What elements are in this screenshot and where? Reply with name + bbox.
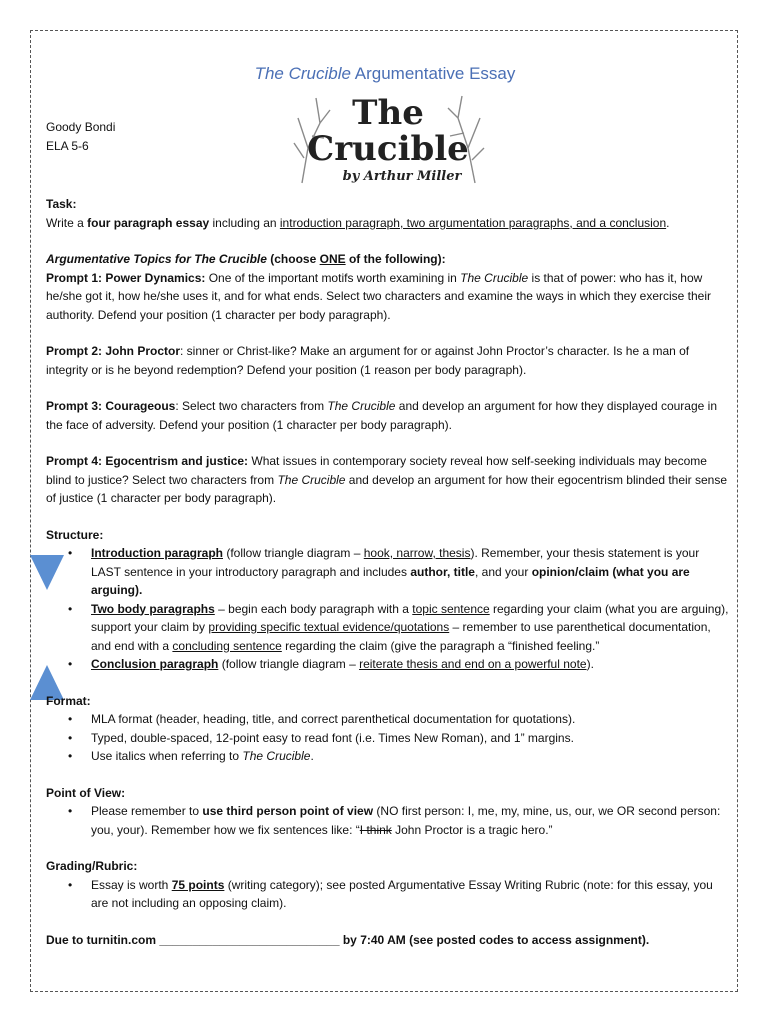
task-label: Task: [46, 197, 77, 211]
list-item: • MLA format (header, heading, title, and correct parenthetical documentation for quotations). [46, 710, 732, 729]
prompt-3-label: Prompt 3: Courageous [46, 399, 176, 413]
pov-list [46, 802, 732, 839]
student-name: Goody Bondi [46, 120, 116, 134]
title-work: The Crucible [254, 64, 351, 83]
title-rest: Argumentative Essay [350, 64, 516, 83]
logo-byline: by Arthur Miller [342, 169, 462, 184]
pov-label: Point of View: [46, 785, 126, 800]
crucible-logo [290, 88, 486, 186]
structure-label: Structure: [46, 527, 104, 542]
list-item: • Typed, double-spaced, 12-point easy to read font (i.e. Times New Roman), and 1” margins. [46, 729, 732, 748]
list-item: • Two body paragraphs – begin each body paragraph with a topic sentence regarding your claim (what you are arguing), support your claim by providing specific textual evidence/quotations – remember to use parenthetical documentation, and end with a concluding sentence regarding the claim (give the paragraph a “finished feeling.” [46, 600, 732, 656]
assignment-body [46, 195, 732, 949]
prompt-2: Prompt 2: John Proctor: sinner or Christ-like? Make an argument for or against John Proctor’s character. Is he a man of integrity or is he beyond redemption? Defend your position (1 reason per body paragraph). [46, 344, 690, 377]
prompt-4-label: Prompt 4: Egocentrism and justice: [46, 454, 249, 468]
list-item: • Introduction paragraph (follow triangle diagram – hook, narrow, thesis). Remember, your thesis statement is your LAST sentence in your introductory paragraph and includes author, title, and your opinion/claim (what you are arguing). [46, 544, 732, 600]
format-list [46, 710, 732, 766]
structure-list [46, 544, 732, 674]
logo-crucible: Crucible [307, 129, 469, 169]
list-item: • Conclusion paragraph (follow triangle diagram – reiterate thesis and end on a powerful note). [46, 655, 732, 674]
class-name: ELA 5-6 [46, 139, 89, 153]
topics-heading: Argumentative Topics for The Crucible (choose ONE of the following): [46, 252, 446, 266]
topics-section: Argumentative Topics for The Crucible (choose ONE of the following): Prompt 1: Power Dynamics: One of the important motifs worth examining in The Crucible is that of power: who has it, how he/she got it, how he/she uses it, and for what ends. Select two characters and examine the ways in which they exercise their authority. Defend your position (1 character per body paragraph). [46, 252, 712, 322]
prompt-4: Prompt 4: Egocentrism and justice: What issues in contemporary society reveal how self-seeking individuals may become blind to justice? Select two characters from The Crucible and develop an argument for how their egocentrism blinded their sense of justice (1 character per body paragraph). [46, 454, 728, 505]
prompt-2-label: Prompt 2: John Proctor [46, 344, 181, 358]
logo-the: The [352, 93, 424, 133]
grading-label: Grading/Rubric: [46, 859, 138, 873]
prompt-3: Prompt 3: Courageous: Select two characters from The Crucible and develop an argument for how they displayed courage in the face of adversity. Defend your position (1 character per body paragraph). [46, 399, 717, 432]
list-item: • Use italics when referring to The Crucible. [46, 747, 732, 766]
student-heading [46, 118, 115, 156]
page-title [0, 64, 770, 84]
due-date: Due to turnitin.com ___________________________ by 7:40 AM (see posted codes to access assignment). [46, 932, 650, 947]
grading-list [46, 876, 732, 913]
list-item: • Please remember to use third person point of view (NO first person: I, me, my, mine, us, our, we OR second person: you, your). Remember how we fix sentences like: “I think John Proctor is a tragic hero.” [46, 802, 732, 839]
task-section: Task: Write a four paragraph essay including an introduction paragraph, two argumentation paragraphs, and a conclusion. [46, 197, 670, 230]
prompt-1-label: Prompt 1: Power Dynamics: [46, 270, 206, 285]
format-label: Format: [46, 693, 91, 708]
list-item: • Essay is worth 75 points (writing category); see posted Argumentative Essay Writing Rubric (note: for this essay, you are not including an opposing claim). [46, 876, 732, 913]
